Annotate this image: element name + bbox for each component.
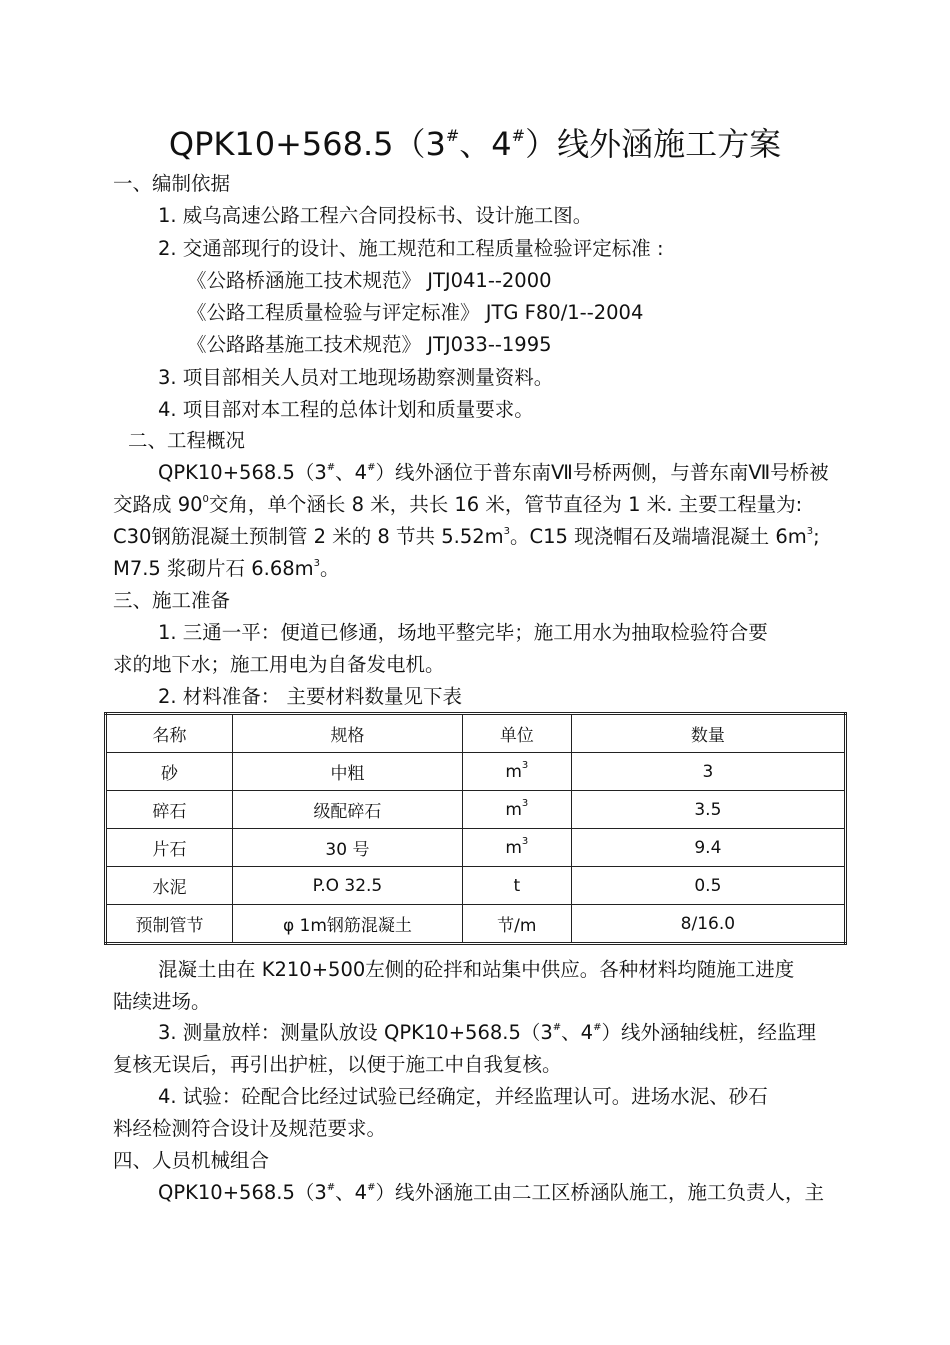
- cell-qty: 0.5: [571, 867, 845, 905]
- standard-ref-1: 《公路桥涵施工技术规范》 JTJ041--2000: [187, 269, 552, 292]
- table-row: [106, 791, 846, 829]
- personnel-line-1: QPK10+568.5（3#、4#）线外涵施工由二工区桥涵队施工，施工负责人，主: [158, 1181, 824, 1204]
- preparation-line-7: 复核无误后，再引出护桩，以便于施工中自我复核。: [113, 1053, 562, 1076]
- preparation-line-8: 4. 试验：砼配合比经过试验已经确定，并经监理认可。进场水泥、砂石: [158, 1085, 768, 1108]
- table-row: [106, 829, 846, 867]
- preparation-line-6: 3. 测量放样：测量队放设 QPK10+568.5（3#、4#）线外涵轴线桩，经监理: [158, 1021, 816, 1044]
- cell-name: 砂: [106, 753, 233, 791]
- basis-item-1: 1. 威乌高速公路工程六合同投标书、设计施工图。: [158, 204, 593, 227]
- cell-spec: φ 1m钢筋混凝土: [233, 905, 463, 944]
- section-heading-basis: 一、编制依据: [113, 172, 231, 195]
- table-header-row: [106, 714, 846, 753]
- standard-ref-3: 《公路路基施工技术规范》 JTJ033--1995: [187, 333, 552, 356]
- standard-ref-2: 《公路工程质量检验与评定标准》 JTG F80/1--2004: [187, 301, 644, 324]
- basis-item-4: 4. 项目部对本工程的总体计划和质量要求。: [158, 398, 534, 421]
- cell-spec: 级配碎石: [233, 791, 463, 829]
- section-heading-overview: 二、工程概况: [128, 429, 246, 452]
- cell-qty: 9.4: [571, 829, 845, 867]
- cell-qty: 3: [571, 753, 845, 791]
- preparation-line-5: 陆续进场。: [113, 990, 211, 1013]
- cell-unit: t: [462, 867, 571, 905]
- table-row: [106, 753, 846, 791]
- section-heading-preparation: 三、施工准备: [113, 589, 231, 612]
- cell-unit: 节/m: [462, 905, 571, 944]
- preparation-line-2: 求的地下水；施工用电为自备发电机。: [113, 653, 445, 676]
- cell-spec: P.O 32.5: [233, 867, 463, 905]
- cell-name: 预制管节: [106, 905, 233, 944]
- cell-name: 碎石: [106, 791, 233, 829]
- table-row: [106, 867, 846, 905]
- header-cell-qty: 数量: [571, 714, 845, 753]
- cell-name: 水泥: [106, 867, 233, 905]
- overview-line-2: 交路成 $90^0$交角，单个涵长 8 米，共长 16 米，管节直径为 1 米. 主要工程量为:: [113, 493, 803, 516]
- cell-unit: $m^3$: [462, 791, 571, 829]
- cell-unit: $m^3$: [462, 753, 571, 791]
- overview-line-4: M7.5 浆砌片石 $6.68m^3$。: [113, 557, 340, 580]
- cell-qty: 3.5: [571, 791, 845, 829]
- header-cell-spec: 规格: [233, 714, 463, 753]
- section-heading-personnel: 四、人员机械组合: [113, 1149, 270, 1172]
- header-cell-name: 名称: [106, 714, 233, 753]
- basis-item-3: 3. 项目部相关人员对工地现场勘察测量资料。: [158, 366, 554, 389]
- header-cell-unit: 单位: [462, 714, 571, 753]
- cell-unit: $m^3$: [462, 829, 571, 867]
- preparation-line-3: 2. 材料准备： 主要材料数量见下表: [158, 685, 463, 708]
- materials-table: [104, 712, 847, 945]
- document-title: QPK10+568.5（3#、4#）线外涵施工方案: [168, 125, 782, 163]
- overview-line-3: C30钢筋混凝土预制管 2 米的 8 节共 $5.52m^3$。C15 现浇帽石及端墙混凝土 $6m^3$;: [113, 525, 820, 548]
- cell-qty: 8/16.0: [571, 905, 845, 944]
- cell-spec: 30 号: [233, 829, 463, 867]
- preparation-line-9: 料经检测符合设计及规范要求。: [113, 1117, 387, 1140]
- cell-name: 片石: [106, 829, 233, 867]
- overview-line-1: QPK10+568.5（3#、4#）线外涵位于普东南Ⅶ号桥两侧，与普东南Ⅶ号桥被: [158, 461, 829, 484]
- preparation-line-4: 混凝土由在 K210+500左侧的砼拌和站集中供应。各种材料均随施工进度: [158, 958, 795, 981]
- basis-item-2: 2. 交通部现行的设计、施工规范和工程质量检验评定标准 :: [158, 237, 664, 260]
- cell-spec: 中粗: [233, 753, 463, 791]
- table-row: [106, 905, 846, 944]
- preparation-line-1: 1. 三通一平：便道已修通，场地平整完毕；施工用水为抽取检验符合要: [158, 621, 768, 644]
